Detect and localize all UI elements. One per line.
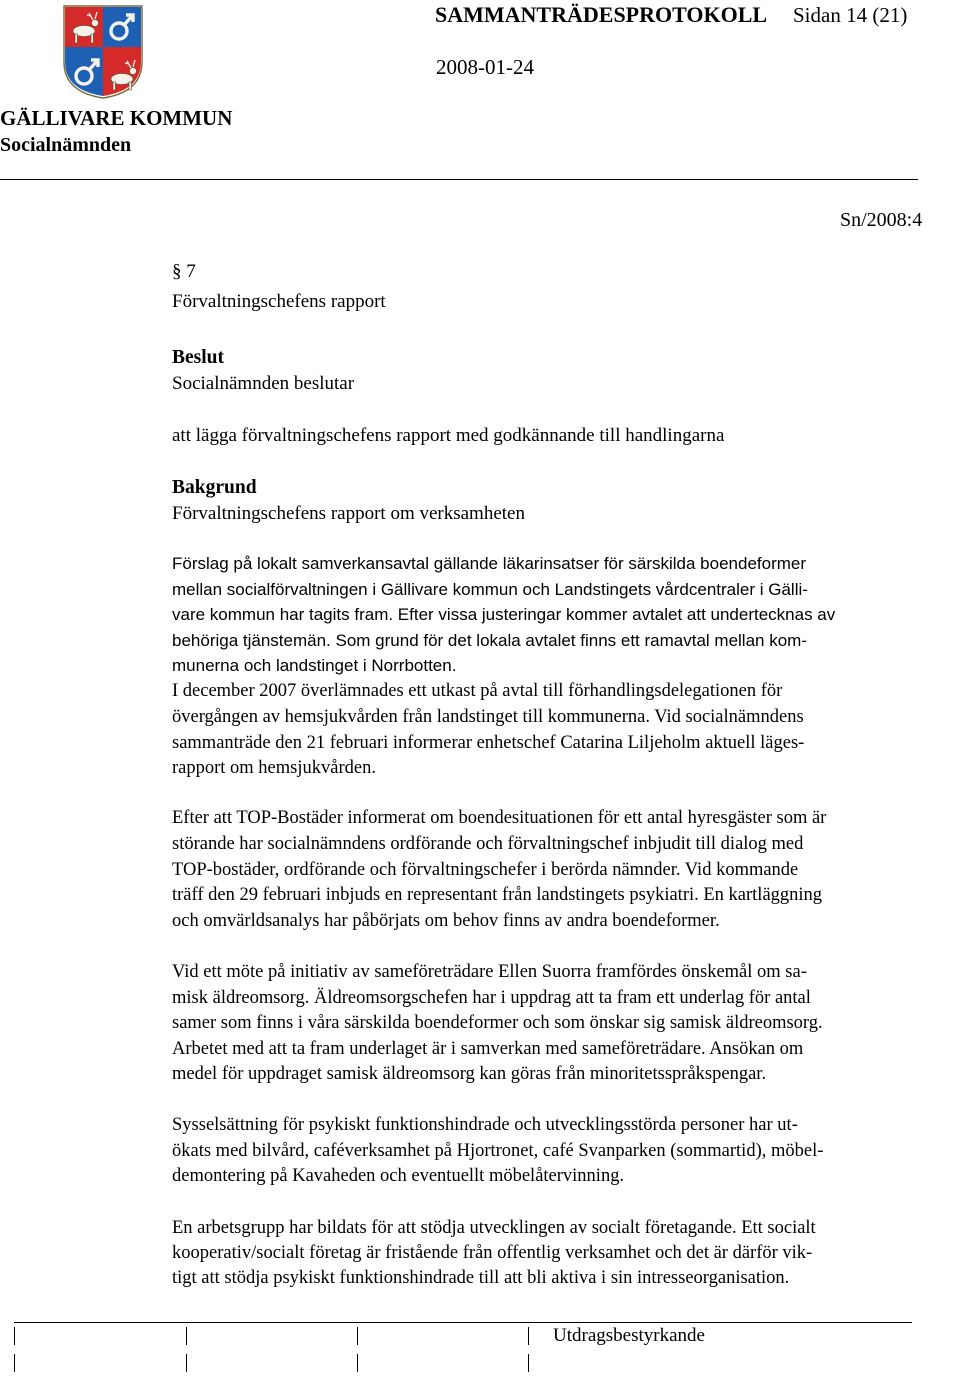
signature-box-divider: [186, 1354, 187, 1372]
body-line: I december 2007 överlämnades ett utkast på avtal till förhandlingsdelegationen för: [172, 681, 783, 701]
body-line: träff den 29 februari inbjuds en representant från landstingets psykiatri. En kartläggning: [172, 885, 823, 905]
signature-box-divider: [528, 1327, 529, 1345]
body-line: medel för uppdraget samisk äldreomsorg kan göras från minoritetsspråkspengar.: [172, 1064, 767, 1084]
beslut-heading: Beslut: [172, 347, 225, 368]
body-line: ökats med bilvård, caféverksamhet på Hjortronet, café Svanparken (sommartid), möbel-: [172, 1141, 824, 1161]
committee-name: Socialnämnden: [0, 134, 132, 156]
body-line: rapport om hemsjukvården.: [172, 758, 376, 778]
body-line: demontering på Kavaheden och eventuellt möbelåtervinning.: [172, 1166, 625, 1186]
page-number: Sidan 14 (21): [793, 3, 908, 27]
body-line: samer som finns i våra särskilda boendeformer och som önskar sig samisk äldreomsorg.: [172, 1013, 823, 1033]
signature-box-divider: [14, 1327, 15, 1345]
coat-of-arms-icon: [62, 4, 144, 100]
body-line: sammanträde den 21 februari informerar enhetschef Catarina Liljeholm aktuell läges-: [172, 733, 805, 753]
body-line: Efter att TOP-Bostäder informerat om boendesituationen för ett antal hyresgäster som är: [172, 808, 827, 828]
body-line: munerna och landstinget i Norrbotten.: [172, 656, 457, 675]
signature-box-divider: [528, 1354, 529, 1372]
signature-box-divider: [186, 1327, 187, 1345]
body-line: Förslag på lokalt samverkansavtal gällande läkarinsatser för särskilda boendeformer: [172, 554, 807, 573]
body-line: Sysselsättning för psykiskt funktionshindrade och utvecklingsstörda personer har ut-: [172, 1115, 798, 1135]
footer-divider: [14, 1322, 912, 1323]
body-line: misk äldreomsorg. Äldreomsorgschefen har i uppdrag att ta fram ett underlag för antal: [172, 988, 811, 1008]
paragraph-number: § 7: [172, 261, 196, 282]
body-line: behöriga tjänstemän. Som grund för det lokala avtalet finns ett ramavtal mellan kom-: [172, 631, 807, 650]
meeting-date: 2008-01-24: [436, 55, 534, 79]
bakgrund-subtitle: Förvaltningschefens rapport om verksamheten: [172, 503, 525, 524]
body-line: TOP-bostäder, ordförande och förvaltningschefer i berörda nämnder. Vid kommande: [172, 860, 799, 880]
header-divider: [0, 179, 918, 180]
body-line: vare kommun har tagits fram. Efter vissa justeringar kommer avtalet att undertecknas av: [172, 605, 836, 624]
body-line: störande har socialnämndens ordförande och förvaltningschef inbjudit till dialog med: [172, 834, 804, 854]
section-title: Förvaltningschefens rapport: [172, 291, 386, 312]
body-line: tigt att stödja psykiskt funktionshindrade till att bli aktiva i sin intresseorganisation.: [172, 1268, 790, 1288]
document-title: SAMMANTRÄDESPROTOKOLL: [435, 2, 768, 27]
bakgrund-heading: Bakgrund: [172, 477, 257, 498]
body-line: mellan socialförvaltningen i Gällivare kommun och Landstingets vårdcentraler i Gälli-: [172, 580, 808, 599]
beslut-line: Socialnämnden beslutar: [172, 373, 355, 394]
case-reference: Sn/2008:4: [840, 209, 923, 231]
signature-box-divider: [14, 1354, 15, 1372]
extract-certification-label: Utdragsbestyrkande: [553, 1325, 705, 1346]
body-line: En arbetsgrupp har bildats för att stödja utvecklingen av socialt företagande. Ett socialt: [172, 1218, 816, 1238]
body-line: Arbetet med att ta fram underlaget är i samverkan med sameföreträdare. Ansökan om: [172, 1039, 804, 1059]
municipality-name: GÄLLIVARE KOMMUN: [0, 106, 233, 130]
beslut-line: att lägga förvaltningschefens rapport med godkännande till handlingarna: [172, 425, 725, 446]
signature-box-divider: [357, 1354, 358, 1372]
body-line: övergången av hemsjukvården från landstinget till kommunerna. Vid socialnämndens: [172, 707, 804, 727]
body-line: Vid ett möte på initiativ av sameföreträdare Ellen Suorra framfördes önskemål om sa-: [172, 962, 807, 982]
signature-box-divider: [357, 1327, 358, 1345]
body-line: och omvärldsanalys har påbörjats om behov finns av andra boendeformer.: [172, 911, 720, 931]
body-line: kooperativ/socialt företag är fristående från offentlig verksamhet och det är därför vik-: [172, 1243, 813, 1263]
